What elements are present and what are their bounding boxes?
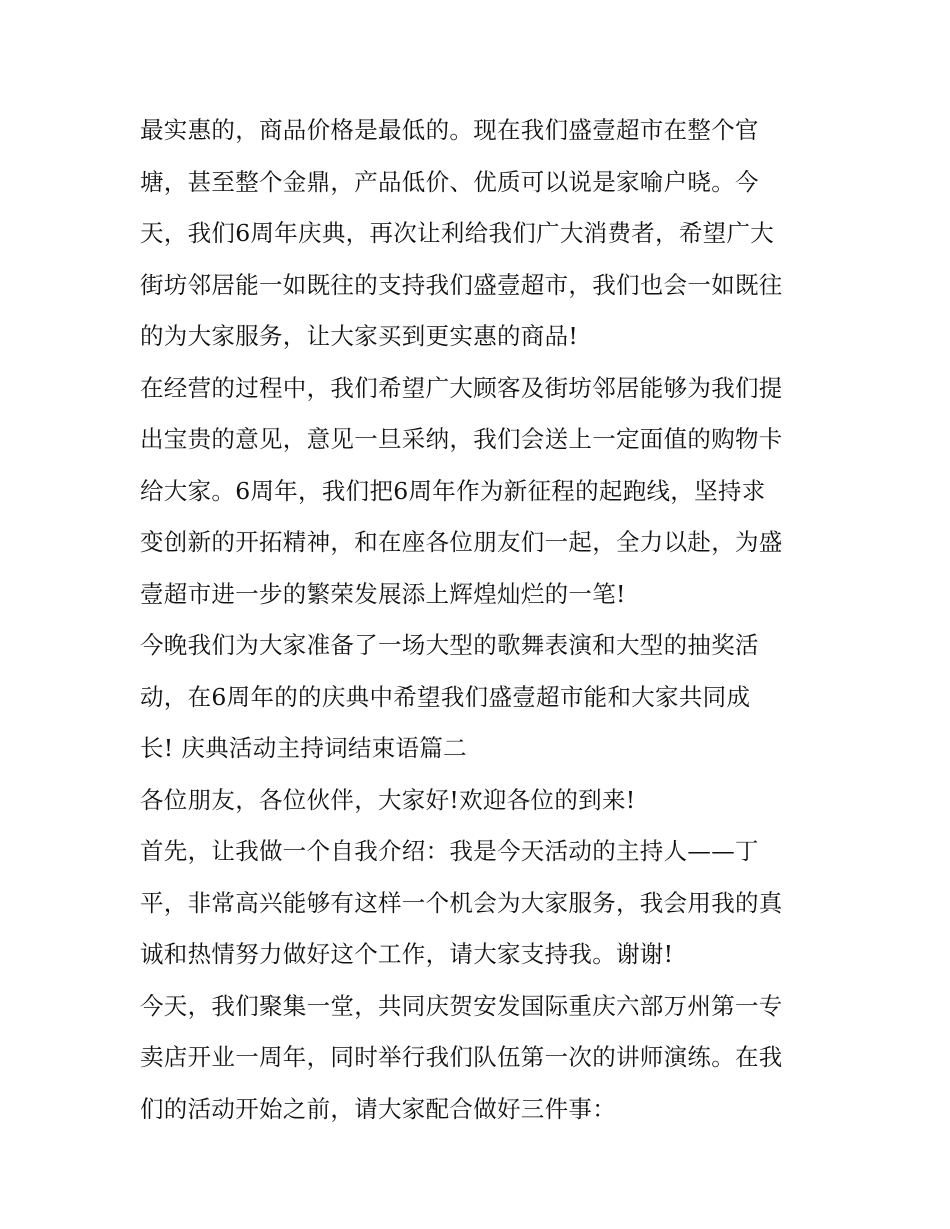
text-line: 诚和热情努力做好这个工作，请大家支持我。谢谢!	[140, 940, 674, 968]
text-line: 最实惠的，商品价格是最低的。现在我们盛壹超市在整个官	[140, 116, 759, 144]
text-line: 在经营的过程中，我们希望广大顾客及街坊邻居能够为我们提	[140, 373, 783, 402]
text-line: 的为大家服务，让大家买到更实惠的商品!	[140, 322, 579, 350]
text-line: 街坊邻居能一如既往的支持我们盛壹超市，我们也会一如既往	[140, 270, 783, 299]
text-line: 出宝贵的意见，意见一旦采纳，我们会送上一定面值的购物卡	[140, 425, 783, 453]
text-line: 各位朋友，各位伙伴，大家好!欢迎各位的到来!	[140, 785, 636, 814]
text-line: 天，我们6周年庆典，再次让利给我们广大消费者，希望广大	[140, 219, 775, 247]
text-line: 今天，我们聚集一堂，共同庆贺安发国际重庆六部万州第一专	[140, 991, 783, 1020]
text-line: 给大家。6周年，我们把6周年作为新征程的起跑线，坚持求	[140, 476, 766, 505]
text-line: 们的活动开始之前，请大家配合做好三件事：	[140, 1094, 616, 1123]
text-line: 变创新的开拓精神，和在座各位朋友们一起，全力以赴，为盛	[140, 528, 783, 556]
text-line: 塘，甚至整个金鼎，产品低价、优质可以说是家喻户晓。今	[140, 167, 759, 196]
text-line: 今晚我们为大家准备了一场大型的歌舞表演和大型的抽奖活	[140, 631, 759, 659]
text-line: 平，非常高兴能够有这样一个机会为大家服务，我会用我的真	[140, 888, 783, 917]
text-line: 卖店开业一周年，同时举行我们队伍第一次的讲师演练。在我	[140, 1043, 783, 1071]
text-line: 长! 庆典活动主持词结束语篇二	[140, 734, 467, 762]
text-line: 首先，让我做一个自我介绍：我是今天活动的主持人——丁	[140, 837, 759, 865]
body-text	[140, 105, 820, 1135]
text-line: 壹超市进一步的繁荣发展添上辉煌灿烂的一笔!	[140, 579, 626, 608]
text-line: 动，在6周年的的庆典中希望我们盛壹超市能和大家共同成	[140, 682, 751, 711]
